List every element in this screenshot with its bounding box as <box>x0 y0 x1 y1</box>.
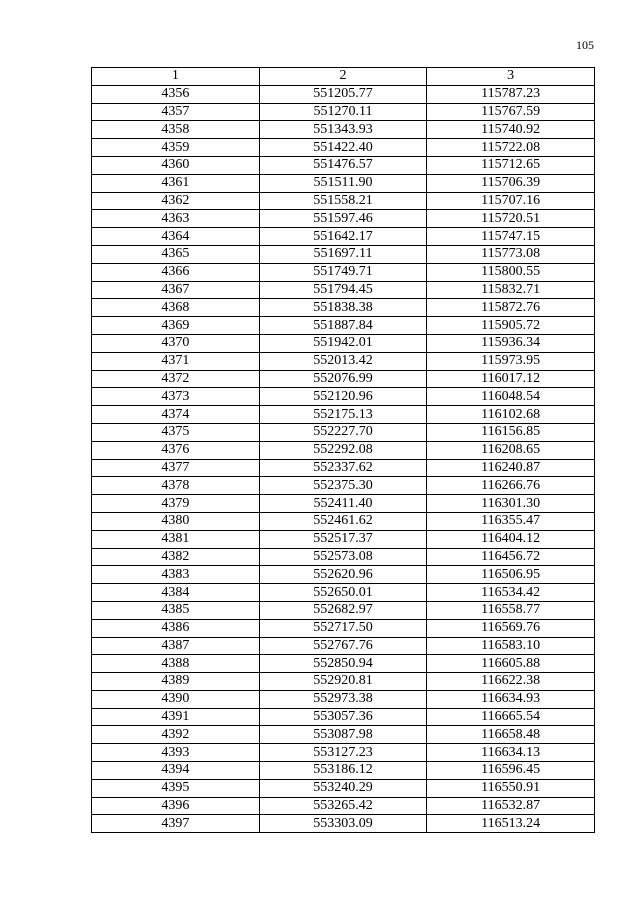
table-row <box>92 423 595 441</box>
table-row <box>92 174 595 192</box>
table-row <box>92 459 595 477</box>
point-number-cell: 4393 <box>92 744 260 762</box>
table-row <box>92 655 595 673</box>
point-number-cell: 4378 <box>92 477 260 495</box>
table-row <box>92 744 595 762</box>
point-number-cell: 4375 <box>92 423 260 441</box>
x-coordinate-cell: 551511.90 <box>259 174 427 192</box>
table-row <box>92 156 595 174</box>
table-row <box>92 512 595 530</box>
point-number-cell: 4363 <box>92 210 260 228</box>
x-coordinate-cell: 552573.08 <box>259 548 427 566</box>
x-coordinate-cell: 551270.11 <box>259 103 427 121</box>
x-coordinate-cell: 552292.08 <box>259 441 427 459</box>
table-row <box>92 584 595 602</box>
y-coordinate-cell: 115740.92 <box>427 121 595 139</box>
point-number-cell: 4368 <box>92 299 260 317</box>
y-coordinate-cell: 115800.55 <box>427 263 595 281</box>
x-coordinate-cell: 552411.40 <box>259 495 427 513</box>
y-coordinate-cell: 116456.72 <box>427 548 595 566</box>
point-number-cell: 4372 <box>92 370 260 388</box>
point-number-cell: 4371 <box>92 352 260 370</box>
table-row <box>92 797 595 815</box>
point-number-cell: 4387 <box>92 637 260 655</box>
point-number-cell: 4390 <box>92 690 260 708</box>
y-coordinate-cell: 115767.59 <box>427 103 595 121</box>
y-coordinate-cell: 116017.12 <box>427 370 595 388</box>
point-number-cell: 4357 <box>92 103 260 121</box>
point-number-cell: 4382 <box>92 548 260 566</box>
table-row <box>92 601 595 619</box>
y-coordinate-cell: 115973.95 <box>427 352 595 370</box>
x-coordinate-cell: 552650.01 <box>259 584 427 602</box>
table-row <box>92 281 595 299</box>
y-coordinate-cell: 115712.65 <box>427 156 595 174</box>
y-coordinate-cell: 115722.08 <box>427 139 595 157</box>
point-number-cell: 4359 <box>92 139 260 157</box>
x-coordinate-cell: 553127.23 <box>259 744 427 762</box>
y-coordinate-cell: 115936.34 <box>427 334 595 352</box>
table-row <box>92 637 595 655</box>
point-number-cell: 4397 <box>92 815 260 833</box>
point-number-cell: 4373 <box>92 388 260 406</box>
y-coordinate-cell: 115872.76 <box>427 299 595 317</box>
x-coordinate-cell: 552337.62 <box>259 459 427 477</box>
x-coordinate-cell: 552767.76 <box>259 637 427 655</box>
y-coordinate-cell: 116240.87 <box>427 459 595 477</box>
point-number-cell: 4389 <box>92 673 260 691</box>
point-number-cell: 4391 <box>92 708 260 726</box>
x-coordinate-cell: 552717.50 <box>259 619 427 637</box>
y-coordinate-cell: 116266.76 <box>427 477 595 495</box>
y-coordinate-cell: 116534.42 <box>427 584 595 602</box>
table-row <box>92 210 595 228</box>
point-number-cell: 4377 <box>92 459 260 477</box>
table-row <box>92 815 595 833</box>
table-row <box>92 406 595 424</box>
point-number-cell: 4381 <box>92 530 260 548</box>
table-row <box>92 245 595 263</box>
point-number-cell: 4392 <box>92 726 260 744</box>
x-coordinate-cell: 551838.38 <box>259 299 427 317</box>
y-coordinate-cell: 116532.87 <box>427 797 595 815</box>
coordinates-table <box>91 67 595 833</box>
x-coordinate-cell: 552517.37 <box>259 530 427 548</box>
table-row <box>92 530 595 548</box>
x-coordinate-cell: 552175.13 <box>259 406 427 424</box>
x-coordinate-cell: 551597.46 <box>259 210 427 228</box>
table-body <box>92 85 595 832</box>
y-coordinate-cell: 116048.54 <box>427 388 595 406</box>
point-number-cell: 4395 <box>92 779 260 797</box>
y-coordinate-cell: 116355.47 <box>427 512 595 530</box>
table-row <box>92 370 595 388</box>
x-coordinate-cell: 551558.21 <box>259 192 427 210</box>
y-coordinate-cell: 115747.15 <box>427 228 595 246</box>
y-coordinate-cell: 116658.48 <box>427 726 595 744</box>
x-coordinate-cell: 551749.71 <box>259 263 427 281</box>
table-row <box>92 708 595 726</box>
table-row <box>92 477 595 495</box>
table-row <box>92 263 595 281</box>
point-number-cell: 4361 <box>92 174 260 192</box>
page-number: 105 <box>576 38 594 52</box>
point-number-cell: 4394 <box>92 762 260 780</box>
point-number-cell: 4380 <box>92 512 260 530</box>
y-coordinate-cell: 116558.77 <box>427 601 595 619</box>
x-coordinate-cell: 552973.38 <box>259 690 427 708</box>
table-row <box>92 228 595 246</box>
table-row <box>92 690 595 708</box>
table-row <box>92 299 595 317</box>
y-coordinate-cell: 116156.85 <box>427 423 595 441</box>
column-header-3: 3 <box>427 68 595 86</box>
table-row <box>92 441 595 459</box>
y-coordinate-cell: 115787.23 <box>427 85 595 103</box>
point-number-cell: 4383 <box>92 566 260 584</box>
x-coordinate-cell: 552850.94 <box>259 655 427 673</box>
column-header-1: 1 <box>92 68 260 86</box>
point-number-cell: 4364 <box>92 228 260 246</box>
table-row <box>92 334 595 352</box>
point-number-cell: 4365 <box>92 245 260 263</box>
point-number-cell: 4366 <box>92 263 260 281</box>
point-number-cell: 4358 <box>92 121 260 139</box>
y-coordinate-cell: 115707.16 <box>427 192 595 210</box>
x-coordinate-cell: 551476.57 <box>259 156 427 174</box>
point-number-cell: 4388 <box>92 655 260 673</box>
x-coordinate-cell: 552013.42 <box>259 352 427 370</box>
point-number-cell: 4370 <box>92 334 260 352</box>
x-coordinate-cell: 551794.45 <box>259 281 427 299</box>
table-row <box>92 619 595 637</box>
table-row <box>92 139 595 157</box>
y-coordinate-cell: 115832.71 <box>427 281 595 299</box>
x-coordinate-cell: 551343.93 <box>259 121 427 139</box>
y-coordinate-cell: 116208.65 <box>427 441 595 459</box>
table-row <box>92 85 595 103</box>
y-coordinate-cell: 116605.88 <box>427 655 595 673</box>
table-row <box>92 103 595 121</box>
y-coordinate-cell: 116569.76 <box>427 619 595 637</box>
x-coordinate-cell: 553087.98 <box>259 726 427 744</box>
table-row <box>92 548 595 566</box>
x-coordinate-cell: 551205.77 <box>259 85 427 103</box>
table-row <box>92 352 595 370</box>
y-coordinate-cell: 116634.93 <box>427 690 595 708</box>
point-number-cell: 4386 <box>92 619 260 637</box>
x-coordinate-cell: 551422.40 <box>259 139 427 157</box>
table-row <box>92 495 595 513</box>
x-coordinate-cell: 552375.30 <box>259 477 427 495</box>
y-coordinate-cell: 116665.54 <box>427 708 595 726</box>
point-number-cell: 4374 <box>92 406 260 424</box>
y-coordinate-cell: 115720.51 <box>427 210 595 228</box>
x-coordinate-cell: 552076.99 <box>259 370 427 388</box>
x-coordinate-cell: 552120.96 <box>259 388 427 406</box>
y-coordinate-cell: 116634.13 <box>427 744 595 762</box>
x-coordinate-cell: 553240.29 <box>259 779 427 797</box>
point-number-cell: 4356 <box>92 85 260 103</box>
point-number-cell: 4369 <box>92 317 260 335</box>
point-number-cell: 4362 <box>92 192 260 210</box>
y-coordinate-cell: 116596.45 <box>427 762 595 780</box>
point-number-cell: 4379 <box>92 495 260 513</box>
y-coordinate-cell: 115905.72 <box>427 317 595 335</box>
x-coordinate-cell: 553186.12 <box>259 762 427 780</box>
y-coordinate-cell: 115773.08 <box>427 245 595 263</box>
y-coordinate-cell: 116550.91 <box>427 779 595 797</box>
x-coordinate-cell: 553303.09 <box>259 815 427 833</box>
x-coordinate-cell: 551697.11 <box>259 245 427 263</box>
y-coordinate-cell: 116622.38 <box>427 673 595 691</box>
x-coordinate-cell: 551642.17 <box>259 228 427 246</box>
x-coordinate-cell: 552461.62 <box>259 512 427 530</box>
x-coordinate-cell: 552620.96 <box>259 566 427 584</box>
y-coordinate-cell: 116506.95 <box>427 566 595 584</box>
x-coordinate-cell: 552920.81 <box>259 673 427 691</box>
y-coordinate-cell: 115706.39 <box>427 174 595 192</box>
table-row <box>92 726 595 744</box>
table-row <box>92 566 595 584</box>
point-number-cell: 4385 <box>92 601 260 619</box>
table-row <box>92 673 595 691</box>
table-row <box>92 192 595 210</box>
x-coordinate-cell: 551942.01 <box>259 334 427 352</box>
y-coordinate-cell: 116583.10 <box>427 637 595 655</box>
point-number-cell: 4384 <box>92 584 260 602</box>
x-coordinate-cell: 551887.84 <box>259 317 427 335</box>
header-row <box>92 68 595 86</box>
y-coordinate-cell: 116404.12 <box>427 530 595 548</box>
point-number-cell: 4367 <box>92 281 260 299</box>
point-number-cell: 4376 <box>92 441 260 459</box>
point-number-cell: 4396 <box>92 797 260 815</box>
table-row <box>92 317 595 335</box>
table-row <box>92 388 595 406</box>
x-coordinate-cell: 553265.42 <box>259 797 427 815</box>
point-number-cell: 4360 <box>92 156 260 174</box>
y-coordinate-cell: 116513.24 <box>427 815 595 833</box>
x-coordinate-cell: 552227.70 <box>259 423 427 441</box>
x-coordinate-cell: 553057.36 <box>259 708 427 726</box>
x-coordinate-cell: 552682.97 <box>259 601 427 619</box>
table-header <box>92 68 595 86</box>
table-row <box>92 779 595 797</box>
y-coordinate-cell: 116102.68 <box>427 406 595 424</box>
table-row <box>92 762 595 780</box>
table-row <box>92 121 595 139</box>
column-header-2: 2 <box>259 68 427 86</box>
y-coordinate-cell: 116301.30 <box>427 495 595 513</box>
